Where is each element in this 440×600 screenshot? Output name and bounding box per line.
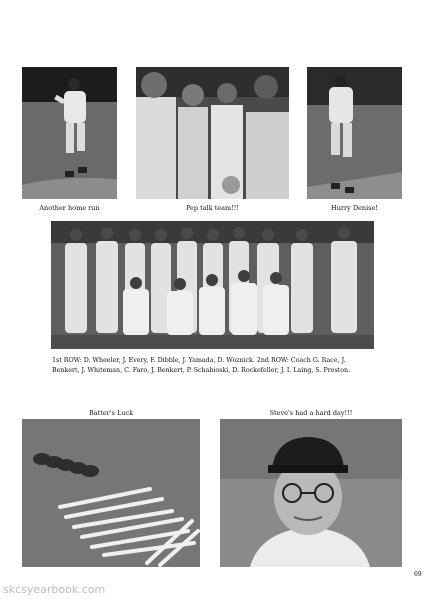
caption-hurry-denise: Hurry Denise! xyxy=(331,204,378,212)
watermark: skcsyearbook.com xyxy=(3,583,106,596)
photo-pep-talk-team xyxy=(136,67,289,199)
caption-another-home-run: Another home run xyxy=(39,204,100,212)
photo-team xyxy=(51,221,374,349)
photo-batters-luck xyxy=(22,419,200,567)
team-roster-caption: 1st ROW: D. Wheeler, J. Every, F. Dibble, J. Yamada, D. Woznick. 2nd ROW: Coach G. Race, J. Benkert, J. Whiteman, C. Faro, J. Benkert, P. Schabioski, D. Rockefeller, J. I. Laing, S. Preston. xyxy=(52,357,351,374)
photo-hurry-denise xyxy=(307,67,402,199)
photo-steves-hard-day xyxy=(220,419,402,567)
caption-steves-hard-day: Steve's had a hard day!!! xyxy=(269,409,353,417)
caption-batters-luck: Batter's Luck xyxy=(88,409,134,417)
page-number: 69 xyxy=(414,571,422,578)
photo-another-home-run xyxy=(22,67,117,199)
caption-pep-talk-team: Pep talk team!!! xyxy=(185,204,240,212)
